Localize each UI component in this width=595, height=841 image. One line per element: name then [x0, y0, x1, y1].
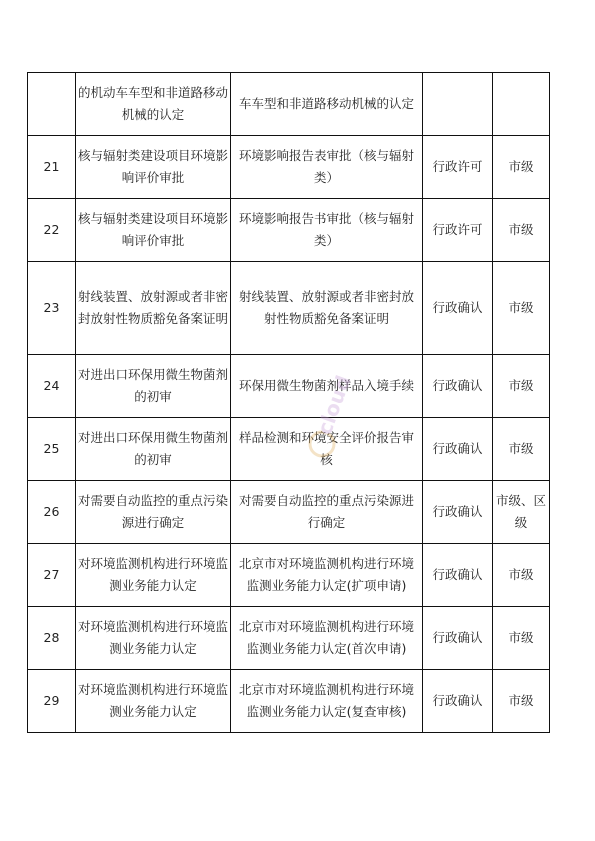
table-row — [28, 544, 550, 607]
item-level: 市级 — [493, 544, 550, 607]
table-row — [28, 262, 550, 355]
item-name: 对需要自动监控的重点污染源进行确定 — [76, 481, 231, 544]
table-row — [28, 355, 550, 418]
item-level: 市级、区级 — [493, 481, 550, 544]
watermark-text: cloud — [312, 372, 356, 438]
item-name: 对环境监测机构进行环境监测业务能力认定 — [76, 607, 231, 670]
row-number: 21 — [28, 136, 76, 199]
item-level: 市级 — [493, 136, 550, 199]
item-name: 核与辐射类建设项目环境影响评价审批 — [76, 199, 231, 262]
item-name: 对进出口环保用微生物菌剂的初审 — [76, 355, 231, 418]
sub-item-name: 北京市对环境监测机构进行环境监测业务能力认定(扩项申请) — [231, 544, 423, 607]
item-level: 市级 — [493, 670, 550, 733]
item-level: 市级 — [493, 262, 550, 355]
table-row — [28, 136, 550, 199]
row-number: 24 — [28, 355, 76, 418]
table-row — [28, 73, 550, 136]
row-number: 22 — [28, 199, 76, 262]
item-type: 行政许可 — [423, 136, 493, 199]
item-type — [423, 73, 493, 136]
sub-item-name: 北京市对环境监测机构进行环境监测业务能力认定(复查审核) — [231, 670, 423, 733]
sub-item-name: 环境影响报告书审批（核与辐射类） — [231, 199, 423, 262]
item-name: 对进出口环保用微生物菌剂的初审 — [76, 418, 231, 481]
row-number: 27 — [28, 544, 76, 607]
item-name: 的机动车车型和非道路移动机械的认定 — [76, 73, 231, 136]
item-name: 核与辐射类建设项目环境影响评价审批 — [76, 136, 231, 199]
sub-item-name: 车车型和非道路移动机械的认定 — [231, 73, 423, 136]
sub-item-name: 环保用微生物菌剂样品入境手续 — [231, 355, 423, 418]
item-level: 市级 — [493, 199, 550, 262]
row-number: 26 — [28, 481, 76, 544]
row-number — [28, 73, 76, 136]
item-type: 行政确认 — [423, 262, 493, 355]
item-level: 市级 — [493, 355, 550, 418]
row-number: 23 — [28, 262, 76, 355]
table-row — [28, 199, 550, 262]
item-name: 射线装置、放射源或者非密封放射性物质豁免备案证明 — [76, 262, 231, 355]
table-row — [28, 607, 550, 670]
item-type: 行政确认 — [423, 355, 493, 418]
sub-item-name: 样品检测和环境安全评价报告审核 — [231, 418, 423, 481]
service-items-table — [27, 72, 550, 733]
item-type: 行政确认 — [423, 544, 493, 607]
item-type: 行政许可 — [423, 199, 493, 262]
item-level: 市级 — [493, 418, 550, 481]
row-number: 25 — [28, 418, 76, 481]
item-level: 市级 — [493, 607, 550, 670]
row-number: 28 — [28, 607, 76, 670]
table-row — [28, 418, 550, 481]
table-row — [28, 670, 550, 733]
item-name: 对环境监测机构进行环境监测业务能力认定 — [76, 670, 231, 733]
item-type: 行政确认 — [423, 670, 493, 733]
sub-item-name: 射线装置、放射源或者非密封放射性物质豁免备案证明 — [231, 262, 423, 355]
item-type: 行政确认 — [423, 607, 493, 670]
table-row — [28, 481, 550, 544]
item-name: 对环境监测机构进行环境监测业务能力认定 — [76, 544, 231, 607]
sub-item-name: 环境影响报告表审批（核与辐射类） — [231, 136, 423, 199]
item-level — [493, 73, 550, 136]
row-number: 29 — [28, 670, 76, 733]
item-type: 行政确认 — [423, 481, 493, 544]
sub-item-name: 对需要自动监控的重点污染源进行确定 — [231, 481, 423, 544]
sub-item-name: 北京市对环境监测机构进行环境监测业务能力认定(首次申请) — [231, 607, 423, 670]
item-type: 行政确认 — [423, 418, 493, 481]
